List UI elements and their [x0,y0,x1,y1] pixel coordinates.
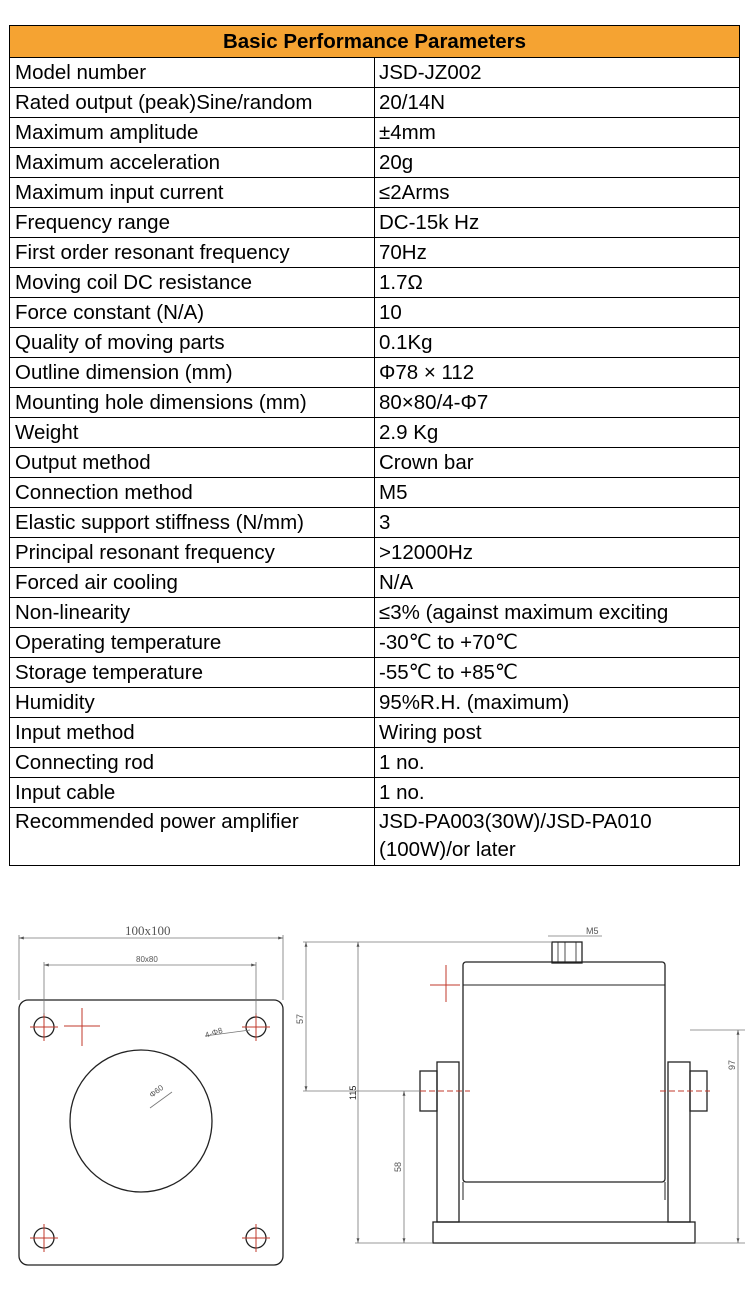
param-label: Model number [10,58,375,88]
param-label: Outline dimension (mm) [10,358,375,388]
param-value: 20g [375,148,740,178]
table-row [10,808,740,866]
param-label: Maximum amplitude [10,118,375,148]
param-value: 0.1Kg [375,328,740,358]
param-label: Elastic support stiffness (N/mm) [10,508,375,538]
dim-58-label: 58 [393,1161,403,1172]
support-left [437,1062,459,1222]
table-row [10,238,740,268]
param-value: M5 [375,478,740,508]
support-right [668,1062,690,1222]
table-row [10,598,740,628]
param-value: 10 [375,298,740,328]
base-rail [433,1222,695,1243]
center-dia-label: Φ60 [147,1083,166,1100]
param-value: JSD-PA003(30W)/JSD-PA010 (100W)/or later [375,808,740,866]
param-value: Crown bar [375,448,740,478]
table-row [10,688,740,718]
table-row [10,778,740,808]
table-row [10,628,740,658]
param-value: Φ78 × 112 [375,358,740,388]
table-row [10,418,740,448]
param-label: Connecting rod [10,748,375,778]
param-value: -55℃ to +85℃ [375,658,740,688]
param-label: Operating temperature [10,628,375,658]
overall-dim-label: 100x100 [125,923,171,938]
param-value: >12000Hz [375,538,740,568]
table-title: Basic Performance Parameters [10,26,740,58]
table-row [10,328,740,358]
table-row [10,508,740,538]
param-label: Forced air cooling [10,568,375,598]
param-value: ±4mm [375,118,740,148]
table-row [10,88,740,118]
param-value: 3 [375,508,740,538]
dim-97-label: 97 [727,1059,737,1070]
param-value: 1 no. [375,748,740,778]
param-label: Storage temperature [10,658,375,688]
table-row [10,538,740,568]
param-label: Input cable [10,778,375,808]
param-label: Non-linearity [10,598,375,628]
param-value: 70Hz [375,238,740,268]
hole-centerlines [30,1008,270,1252]
param-label: Principal resonant frequency [10,538,375,568]
param-value: 1.7Ω [375,268,740,298]
param-label: Mounting hole dimensions (mm) [10,388,375,418]
table-row [10,178,740,208]
table-row [10,298,740,328]
param-value: N/A [375,568,740,598]
table-row [10,388,740,418]
param-value: 1 no. [375,778,740,808]
hole-spacing-label: 80x80 [136,955,158,964]
output-stud [552,942,582,963]
param-label: Connection method [10,478,375,508]
dim-115-label: 115 [348,1085,358,1100]
param-label: Quality of moving parts [10,328,375,358]
shaker-body [463,962,665,1182]
table-row [10,208,740,238]
table-row [10,358,740,388]
table-row [10,118,740,148]
param-value: ≤2Arms [375,178,740,208]
side-view [420,942,707,1243]
spec-table [9,25,740,866]
param-value: JSD-JZ002 [375,58,740,88]
param-label: Output method [10,448,375,478]
table-row [10,448,740,478]
dim-57-label: 57 [295,1013,305,1024]
table-row [10,748,740,778]
table-row [10,148,740,178]
thread-label: M5 [586,926,599,936]
base-plate-outline [19,1000,283,1265]
table-row [10,58,740,88]
hole-dia-label: 4-Φ8 [203,1025,224,1040]
technical-drawing [0,900,750,1291]
param-label: Input method [10,718,375,748]
param-label: Rated output (peak)Sine/random [10,88,375,118]
table-row [10,718,740,748]
table-row [10,568,740,598]
param-label: Moving coil DC resistance [10,268,375,298]
param-value: 95%R.H. (maximum) [375,688,740,718]
param-value: 20/14N [375,88,740,118]
param-value: 80×80/4-Φ7 [375,388,740,418]
table-header-row [10,26,740,58]
param-value: 2.9 Kg [375,418,740,448]
param-value: DC-15k Hz [375,208,740,238]
param-label: Maximum input current [10,178,375,208]
table-row [10,268,740,298]
param-label: Maximum acceleration [10,148,375,178]
side-view-dimensions [303,936,745,1243]
param-label: Frequency range [10,208,375,238]
param-label: Humidity [10,688,375,718]
param-value: ≤3% (against maximum exciting [375,598,740,628]
param-value: -30℃ to +70℃ [375,628,740,658]
param-label: First order resonant frequency [10,238,375,268]
table-row [10,658,740,688]
param-label: Force constant (N/A) [10,298,375,328]
top-view [19,1000,283,1265]
table-row [10,478,740,508]
param-value: Wiring post [375,718,740,748]
param-label: Recommended power amplifier [10,808,375,866]
param-label: Weight [10,418,375,448]
center-bore [70,1050,212,1192]
